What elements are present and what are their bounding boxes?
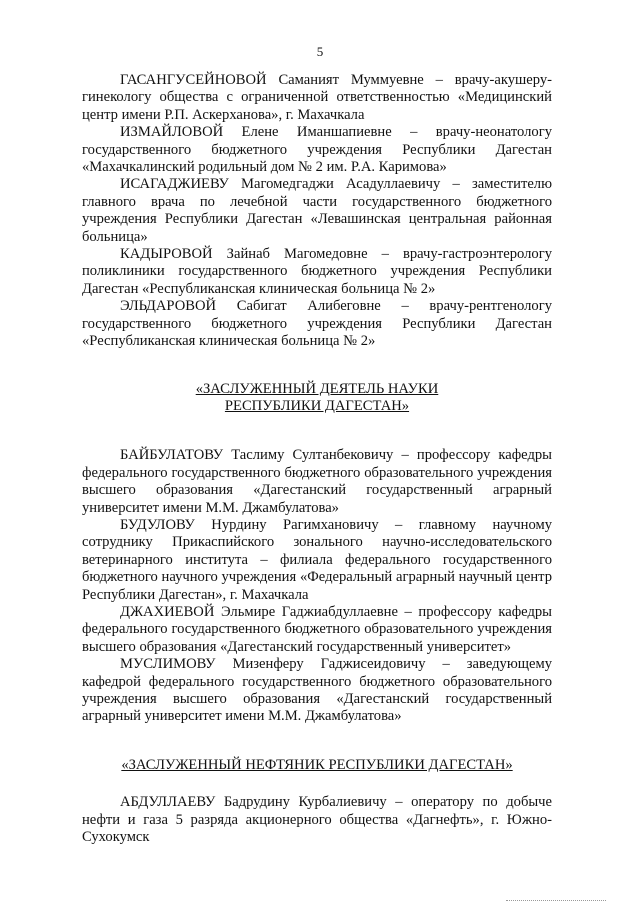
- section-heading-line: РЕСПУБЛИКИ ДАГЕСТАН»: [224, 397, 410, 414]
- section-heading-honored-scientist: [82, 381, 552, 416]
- award-entry: ДЖАХИЕВОЙ Эльмире Гаджиабдуллаевне – профессору кафедры федерального государственного бюджетного образовательного учреждения высшего образования «Дагестанский государственный университет»: [82, 603, 552, 655]
- award-entry: ГАСАНГУСЕЙНОВОЙ Саманият Муммуевне – врачу-акушеру-гинекологу общества с ограниченной ответственностью «Медицинский центр имени Р.П. Аскерханова», г. Махачкала: [82, 72, 552, 123]
- award-entry: БАЙБУЛАТОВУ Таслиму Султанбековичу – профессору кафедры федерального государственного бюджетного образовательного учреждения высшего образования «Дагестанский государственный аграрный университет имени М.М. Джамбулатова»: [82, 447, 552, 516]
- section-heading-line: «ЗАСЛУЖЕННЫЙ ДЕЯТЕЛЬ НАУКИ: [195, 380, 439, 397]
- award-entry: ИСАГАДЖИЕВУ Магомедгаджи Асадуллаевичу – заместителю главного врача по лечебной части государственного бюджетного учреждения Республики Дагестан «Левашинская центральная районная больница»: [82, 176, 552, 245]
- award-entry: БУДУЛОВУ Нурдину Рагимхановичу – главному научному сотруднику Прикаспийского зонального научно-исследовательского ветеринарного института – филиала федерального государственного бюджетного научного учреждения «Федеральный аграрный научный центр Республики Дагестан», г. Махачкала: [82, 516, 552, 603]
- document-body: [82, 72, 552, 846]
- award-entry: ИЗМАЙЛОВОЙ Елене Иманшапиевне – врачу-неонатологу государственного бюджетного учреждения Республики Дагестан «Махачкалинский родильный дом № 2 им. Р.А. Каримова»: [82, 124, 552, 176]
- footer-divider: [506, 900, 606, 901]
- section-heading-honored-oilman: «ЗАСЛУЖЕННЫЙ НЕФТЯНИК РЕСПУБЛИКИ ДАГЕСТАН»: [121, 756, 513, 773]
- award-entry: КАДЫРОВОЙ Зайнаб Магомедовне – врачу-гастроэнтерологу поликлиники государственного бюджетного учреждения Республики Дагестан «Республиканская клиническая больница № 2»: [82, 246, 552, 297]
- award-entry: МУСЛИМОВУ Мизенферу Гаджисеидовичу – заведующему кафедрой федерального государственного бюджетного образовательного учреждения высшего образования «Дагестанский государственный аграрный университет имени М.М. Джамбулатова»: [82, 656, 552, 725]
- award-entry: АБДУЛЛАЕВУ Бадрудину Курбалиевичу – оператору по добыче нефти и газа 5 разряда акционерного общества «Дагнефть», г. Южно-Сухокумск: [82, 794, 552, 846]
- page-number: 5: [316, 44, 324, 59]
- award-entry: ЭЛЬДАРОВОЙ Сабигат Алибеговне – врачу-рентгенологу государственного бюджетного учреждения Республики Дагестан «Республиканская клиническая больница № 2»: [82, 298, 552, 350]
